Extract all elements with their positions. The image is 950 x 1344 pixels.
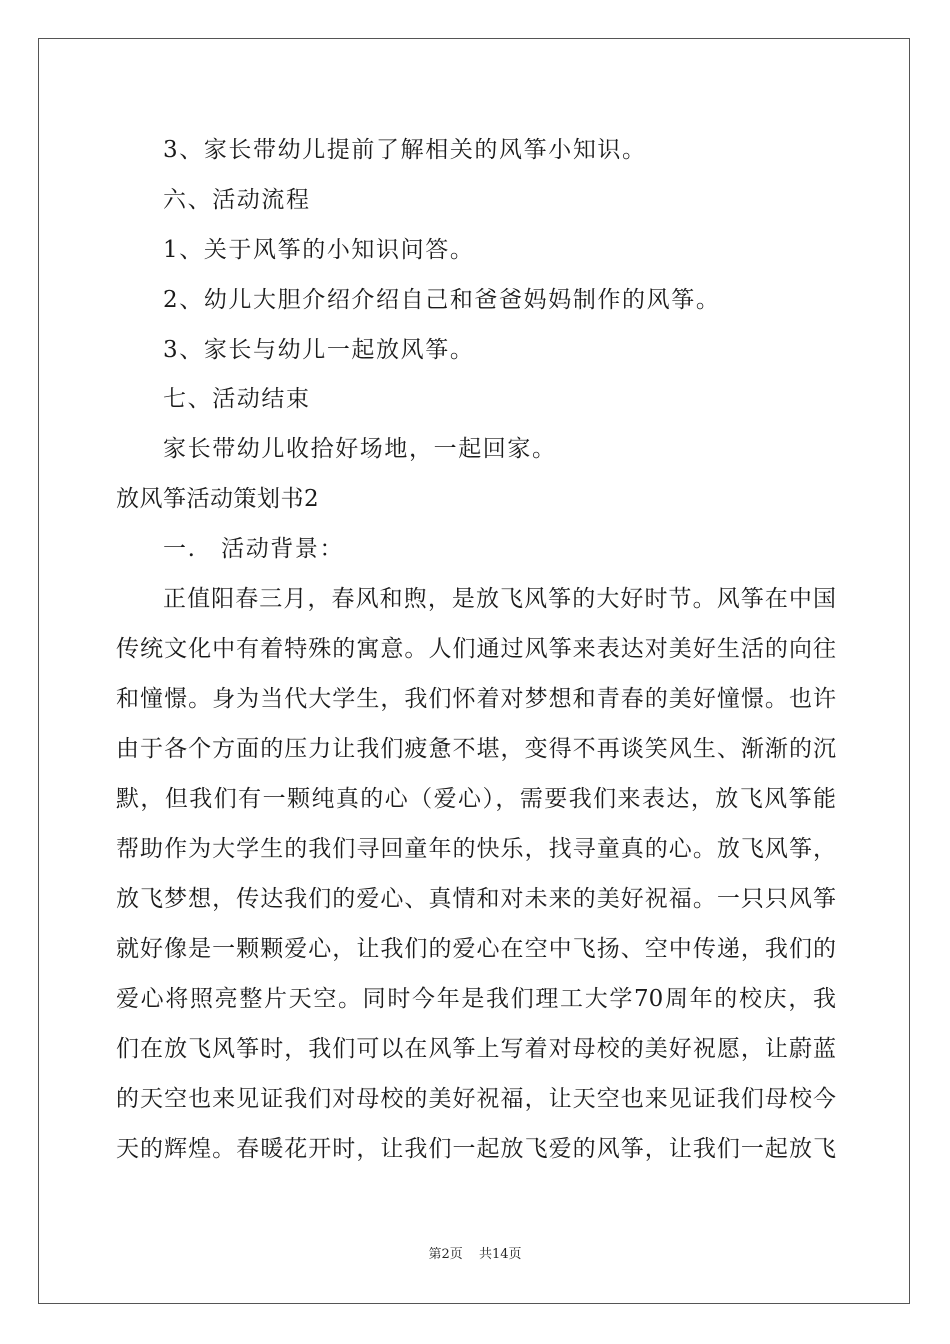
body-line: 3、家长带幼儿提前了解相关的风筝小知识。 [163,137,647,163]
page-footer [0,1245,950,1265]
paragraph-line: 就好像是一颗颗爱心，让我们的爱心在空中飞扬、空中传递，我们的 [116,936,836,962]
section-heading: 一. 活动背景： [163,536,345,562]
document-title: 放风筝活动策划书2 [116,486,320,512]
body-line: 家长带幼儿收拾好场地，一起回家。 [163,436,557,462]
paragraph-line: 默，但我们有一颗纯真的心（爱心），需要我们来表达，放飞风筝能 [116,786,836,812]
body-line: 3、家长与幼儿一起放风筝。 [163,337,475,363]
paragraph-line: 们在放飞风筝时，我们可以在风筝上写着对母校的美好祝愿，让蔚蓝 [116,1036,836,1062]
body-line: 1、关于风筝的小知识问答。 [163,237,475,263]
paragraph-line: 爱心将照亮整片天空。同时今年是我们理工大学70周年的校庆，我 [116,986,836,1012]
paragraph-line: 帮助作为大学生的我们寻回童年的快乐，找寻童真的心。放飞风筝， [116,836,836,862]
paragraph-line: 传统文化中有着特殊的寓意。人们通过风筝来表达对美好生活的向往 [116,636,836,662]
paragraph-line: 和憧憬。身为当代大学生，我们怀着对梦想和青春的美好憧憬。也许 [116,686,836,712]
paragraph-line: 的天空也来见证我们对母校的美好祝福，让天空也来见证我们母校今 [116,1086,836,1112]
paragraph-line: 由于各个方面的压力让我们疲惫不堪，变得不再谈笑风生、渐渐的沉 [116,736,836,762]
section-heading: 六、活动流程 [163,187,311,213]
paragraph-line: 放飞梦想，传达我们的爱心、真情和对未来的美好祝福。一只只风筝 [116,886,836,912]
page-border [38,38,910,1304]
page-total: 共14页 [478,1247,522,1262]
paragraph-line: 正值阳春三月，春风和煦，是放飞风筝的大好时节。风筝在中国 [163,586,836,612]
body-line: 2、幼儿大胆介绍介绍自己和爸爸妈妈制作的风筝。 [163,287,721,313]
section-heading: 七、活动结束 [163,386,311,412]
paragraph-line: 天的辉煌。春暖花开时，让我们一起放飞爱的风筝，让我们一起放飞 [116,1136,836,1162]
page-number: 第2页 [428,1247,463,1262]
